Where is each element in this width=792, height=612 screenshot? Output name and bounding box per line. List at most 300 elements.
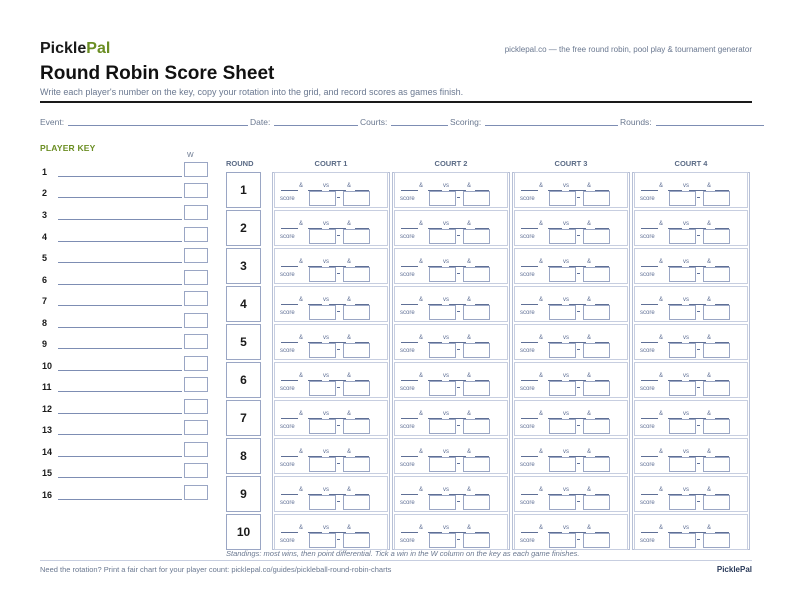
- score-box-team-a[interactable]: [309, 457, 336, 472]
- player-name-field[interactable]: [58, 499, 182, 500]
- ampersand-text: &: [587, 221, 592, 227]
- win-tally-box[interactable]: [184, 291, 208, 306]
- player-slot[interactable]: [401, 494, 418, 495]
- score-label: score: [400, 272, 415, 278]
- win-tally-box[interactable]: [184, 442, 208, 457]
- meta-field-date[interactable]: [274, 125, 358, 126]
- score-box-team-b[interactable]: [463, 495, 490, 510]
- player-name-field[interactable]: [58, 176, 182, 177]
- score-box-team-a[interactable]: [429, 495, 456, 510]
- ampersand-text: &: [467, 297, 472, 303]
- court-header: COURT 2: [434, 159, 468, 168]
- ampersand-text: &: [419, 373, 424, 379]
- player-slot[interactable]: [641, 418, 658, 419]
- ampersand-text: &: [347, 335, 352, 341]
- score-box-team-b[interactable]: [583, 419, 610, 434]
- score-box-team-b[interactable]: [583, 457, 610, 472]
- player-number: 13: [42, 425, 53, 435]
- score-label: score: [520, 386, 535, 392]
- score-box-team-b[interactable]: [463, 229, 490, 244]
- vs-text: vs: [443, 373, 449, 379]
- ampersand-text: &: [419, 259, 424, 265]
- vs-text: vs: [683, 297, 689, 303]
- match-cell: [514, 172, 628, 208]
- player-slot[interactable]: [281, 304, 298, 305]
- score-dash: [457, 235, 460, 236]
- player-slot[interactable]: [401, 342, 418, 343]
- score-dash: [577, 235, 580, 236]
- player-name-field[interactable]: [58, 219, 182, 220]
- ampersand-text: &: [467, 411, 472, 417]
- score-box-team-b[interactable]: [583, 191, 610, 206]
- score-box-team-a[interactable]: [309, 267, 336, 282]
- score-box-team-b[interactable]: [703, 495, 730, 510]
- score-box-team-b[interactable]: [703, 267, 730, 282]
- match-cell: [394, 324, 508, 360]
- match-cell: [634, 400, 748, 436]
- player-name-field[interactable]: [58, 197, 182, 198]
- player-slot[interactable]: [401, 266, 418, 267]
- vs-text: vs: [683, 487, 689, 493]
- score-box-team-b[interactable]: [343, 305, 370, 320]
- score-box-team-a[interactable]: [549, 343, 576, 358]
- score-box-team-b[interactable]: [703, 229, 730, 244]
- ampersand-text: &: [659, 487, 664, 493]
- match-cell: [274, 362, 388, 398]
- ampersand-text: &: [299, 297, 304, 303]
- ampersand-text: &: [539, 487, 544, 493]
- court-header: COURT 4: [674, 159, 708, 168]
- score-box-team-a[interactable]: [309, 305, 336, 320]
- vs-text: vs: [323, 525, 329, 531]
- match-cell: [634, 324, 748, 360]
- match-cell: [274, 172, 388, 208]
- player-number: 14: [42, 447, 53, 457]
- score-box-team-a[interactable]: [549, 495, 576, 510]
- score-box-team-a[interactable]: [549, 305, 576, 320]
- vs-text: vs: [683, 335, 689, 341]
- win-tally-box[interactable]: [184, 313, 208, 328]
- score-box-team-a[interactable]: [309, 191, 336, 206]
- player-slot[interactable]: [281, 266, 298, 267]
- meta-field-courts[interactable]: [391, 125, 448, 126]
- player-slot[interactable]: [521, 190, 538, 191]
- score-box-team-a[interactable]: [429, 267, 456, 282]
- player-slot[interactable]: [521, 304, 538, 305]
- player-slot[interactable]: [641, 456, 658, 457]
- score-box-team-a[interactable]: [429, 419, 456, 434]
- player-key-row: [40, 183, 210, 203]
- score-dash: [697, 539, 700, 540]
- match-cell: [514, 210, 628, 246]
- ampersand-text: &: [347, 183, 352, 189]
- vs-text: vs: [563, 259, 569, 265]
- player-number: 4: [42, 232, 48, 242]
- score-box-team-b[interactable]: [703, 191, 730, 206]
- win-tally-box[interactable]: [184, 162, 208, 177]
- player-slot[interactable]: [641, 228, 658, 229]
- vs-text: vs: [443, 411, 449, 417]
- player-key-row: [40, 442, 210, 462]
- meta-field-event[interactable]: [68, 125, 248, 126]
- ampersand-text: &: [707, 335, 712, 341]
- score-box-team-b[interactable]: [583, 495, 610, 510]
- score-box-team-a[interactable]: [429, 381, 456, 396]
- vs-text: vs: [443, 487, 449, 493]
- player-slot[interactable]: [401, 228, 418, 229]
- score-box-team-b[interactable]: [703, 457, 730, 472]
- player-name-field[interactable]: [58, 348, 182, 349]
- score-box-team-a[interactable]: [669, 229, 696, 244]
- match-cell: [634, 286, 748, 322]
- win-tally-box[interactable]: [184, 334, 208, 349]
- ampersand-text: &: [539, 183, 544, 189]
- match-cell: [394, 210, 508, 246]
- score-box-team-b[interactable]: [703, 533, 730, 548]
- ampersand-text: &: [299, 373, 304, 379]
- score-dash: [337, 197, 340, 198]
- player-number: 12: [42, 404, 53, 414]
- meta-label-rounds: Rounds:: [620, 117, 652, 127]
- ampersand-text: &: [539, 221, 544, 227]
- player-number: 10: [42, 361, 53, 371]
- player-slot[interactable]: [641, 304, 658, 305]
- round-number: 8: [226, 438, 261, 474]
- score-label: score: [280, 424, 295, 430]
- score-label: score: [640, 462, 655, 468]
- win-tally-box[interactable]: [184, 485, 208, 500]
- vs-text: vs: [443, 221, 449, 227]
- ampersand-text: &: [347, 221, 352, 227]
- player-number: 5: [42, 253, 48, 263]
- ampersand-text: &: [467, 221, 472, 227]
- score-box-team-a[interactable]: [309, 343, 336, 358]
- player-slot[interactable]: [401, 456, 418, 457]
- score-box-team-b[interactable]: [463, 381, 490, 396]
- score-box-team-a[interactable]: [549, 457, 576, 472]
- score-box-team-a[interactable]: [669, 495, 696, 510]
- score-box-team-a[interactable]: [549, 381, 576, 396]
- player-key-title: PLAYER KEY: [40, 143, 96, 153]
- score-box-team-b[interactable]: [343, 419, 370, 434]
- ampersand-text: &: [707, 259, 712, 265]
- score-box-team-b[interactable]: [703, 419, 730, 434]
- player-slot[interactable]: [641, 380, 658, 381]
- match-cell: [274, 210, 388, 246]
- ampersand-text: &: [659, 221, 664, 227]
- score-box-team-a[interactable]: [549, 419, 576, 434]
- score-dash: [577, 539, 580, 540]
- ampersand-text: &: [587, 259, 592, 265]
- vs-text: vs: [563, 221, 569, 227]
- score-dash: [457, 349, 460, 350]
- player-slot[interactable]: [401, 304, 418, 305]
- score-box-team-b[interactable]: [583, 305, 610, 320]
- score-label: score: [640, 272, 655, 278]
- player-name-field[interactable]: [58, 477, 182, 478]
- meta-field-scoring[interactable]: [485, 125, 618, 126]
- score-box-team-a[interactable]: [309, 533, 336, 548]
- score-box-team-a[interactable]: [669, 457, 696, 472]
- score-dash: [337, 425, 340, 426]
- player-name-field[interactable]: [58, 413, 182, 414]
- score-box-team-b[interactable]: [583, 381, 610, 396]
- vs-text: vs: [563, 183, 569, 189]
- ampersand-text: &: [467, 335, 472, 341]
- vs-text: vs: [563, 525, 569, 531]
- match-cell: [514, 438, 628, 474]
- player-number: 9: [42, 339, 48, 349]
- player-slot[interactable]: [281, 190, 298, 191]
- ampersand-text: &: [347, 259, 352, 265]
- win-tally-box[interactable]: [184, 270, 208, 285]
- score-label: score: [400, 196, 415, 202]
- ampersand-text: &: [659, 373, 664, 379]
- vs-text: vs: [323, 335, 329, 341]
- ampersand-text: &: [347, 525, 352, 531]
- player-name-field[interactable]: [58, 370, 182, 371]
- score-label: score: [400, 538, 415, 544]
- ampersand-text: &: [299, 335, 304, 341]
- player-slot[interactable]: [641, 342, 658, 343]
- score-box-team-a[interactable]: [669, 191, 696, 206]
- ampersand-text: &: [659, 525, 664, 531]
- score-label: score: [520, 424, 535, 430]
- score-box-team-a[interactable]: [669, 419, 696, 434]
- match-cell: [634, 248, 748, 284]
- score-box-team-a[interactable]: [309, 381, 336, 396]
- meta-label-courts: Courts:: [360, 117, 388, 127]
- score-box-team-b[interactable]: [703, 305, 730, 320]
- score-box-team-b[interactable]: [583, 343, 610, 358]
- player-key-row: [40, 205, 210, 225]
- score-label: score: [400, 310, 415, 316]
- ampersand-text: &: [707, 373, 712, 379]
- player-name-field[interactable]: [58, 284, 182, 285]
- score-box-team-a[interactable]: [549, 267, 576, 282]
- player-name-field[interactable]: [58, 241, 182, 242]
- player-slot[interactable]: [641, 266, 658, 267]
- score-label: score: [280, 272, 295, 278]
- player-slot[interactable]: [281, 456, 298, 457]
- score-box-team-b[interactable]: [343, 267, 370, 282]
- match-cell: [274, 514, 388, 550]
- ampersand-text: &: [347, 297, 352, 303]
- win-tally-box[interactable]: [184, 205, 208, 220]
- player-slot[interactable]: [521, 342, 538, 343]
- vs-text: vs: [443, 297, 449, 303]
- score-box-team-a[interactable]: [429, 191, 456, 206]
- score-box-team-b[interactable]: [583, 533, 610, 548]
- score-box-team-a[interactable]: [549, 191, 576, 206]
- player-slot[interactable]: [281, 342, 298, 343]
- score-label: score: [400, 234, 415, 240]
- player-name-field[interactable]: [58, 434, 182, 435]
- player-key-row: [40, 270, 210, 290]
- match-cell: [274, 286, 388, 322]
- round-number: 9: [226, 476, 261, 512]
- score-label: score: [400, 500, 415, 506]
- score-dash: [697, 273, 700, 274]
- player-slot[interactable]: [641, 532, 658, 533]
- ampersand-text: &: [467, 525, 472, 531]
- win-tally-box[interactable]: [184, 377, 208, 392]
- player-number: 8: [42, 318, 48, 328]
- score-box-team-b[interactable]: [343, 495, 370, 510]
- player-slot[interactable]: [281, 532, 298, 533]
- player-slot[interactable]: [521, 266, 538, 267]
- ampersand-text: &: [707, 221, 712, 227]
- ampersand-text: &: [347, 449, 352, 455]
- score-box-team-b[interactable]: [463, 343, 490, 358]
- score-box-team-a[interactable]: [669, 381, 696, 396]
- score-box-team-a[interactable]: [429, 305, 456, 320]
- score-box-team-b[interactable]: [343, 343, 370, 358]
- score-box-team-b[interactable]: [343, 533, 370, 548]
- score-dash: [697, 425, 700, 426]
- player-name-field[interactable]: [58, 305, 182, 306]
- score-box-team-b[interactable]: [703, 343, 730, 358]
- vs-text: vs: [443, 259, 449, 265]
- score-label: score: [520, 272, 535, 278]
- match-cell: [394, 362, 508, 398]
- score-label: score: [280, 310, 295, 316]
- score-box-team-b[interactable]: [463, 533, 490, 548]
- score-label: score: [280, 386, 295, 392]
- brand-name-part1: Pickle: [40, 40, 87, 57]
- meta-field-rounds[interactable]: [656, 125, 764, 126]
- player-key-row: [40, 463, 210, 483]
- score-box-team-a[interactable]: [549, 229, 576, 244]
- footer-note: Need the rotation? Print a fair chart for your player count: picklepal.co/guides/pickleball-round-robin-charts: [40, 565, 392, 574]
- vs-text: vs: [443, 335, 449, 341]
- player-name-field[interactable]: [58, 391, 182, 392]
- player-name-field[interactable]: [58, 262, 182, 263]
- player-name-field[interactable]: [58, 327, 182, 328]
- win-tally-box[interactable]: [184, 463, 208, 478]
- match-cell: [634, 210, 748, 246]
- player-number: 15: [42, 468, 53, 478]
- match-cell: [634, 476, 748, 512]
- win-tally-box[interactable]: [184, 183, 208, 198]
- round-number: 1: [226, 172, 261, 208]
- match-cell: [514, 324, 628, 360]
- player-slot[interactable]: [521, 456, 538, 457]
- score-dash: [337, 349, 340, 350]
- win-tally-box[interactable]: [184, 248, 208, 263]
- score-box-team-b[interactable]: [583, 229, 610, 244]
- player-slot[interactable]: [401, 380, 418, 381]
- score-box-team-a[interactable]: [429, 533, 456, 548]
- score-box-team-b[interactable]: [343, 381, 370, 396]
- score-box-team-a[interactable]: [429, 229, 456, 244]
- score-box-team-b[interactable]: [343, 229, 370, 244]
- score-box-team-a[interactable]: [309, 229, 336, 244]
- win-tally-box[interactable]: [184, 356, 208, 371]
- player-slot[interactable]: [521, 418, 538, 419]
- score-box-team-a[interactable]: [669, 343, 696, 358]
- ampersand-text: &: [347, 373, 352, 379]
- score-box-team-b[interactable]: [343, 191, 370, 206]
- score-dash: [577, 425, 580, 426]
- score-box-team-b[interactable]: [463, 305, 490, 320]
- match-cell: [394, 248, 508, 284]
- score-box-team-b[interactable]: [463, 419, 490, 434]
- score-box-team-a[interactable]: [549, 533, 576, 548]
- score-box-team-b[interactable]: [463, 191, 490, 206]
- round-number: 2: [226, 210, 261, 246]
- player-number: 16: [42, 490, 53, 500]
- score-label: score: [520, 538, 535, 544]
- player-slot[interactable]: [521, 228, 538, 229]
- ampersand-text: &: [299, 449, 304, 455]
- score-box-team-a[interactable]: [429, 343, 456, 358]
- vs-text: vs: [443, 525, 449, 531]
- score-box-team-b[interactable]: [463, 457, 490, 472]
- score-box-team-b[interactable]: [703, 381, 730, 396]
- win-tally-box[interactable]: [184, 227, 208, 242]
- player-slot[interactable]: [521, 532, 538, 533]
- player-slot[interactable]: [521, 380, 538, 381]
- player-slot[interactable]: [641, 494, 658, 495]
- score-box-team-b[interactable]: [463, 267, 490, 282]
- player-slot[interactable]: [281, 418, 298, 419]
- player-slot[interactable]: [281, 380, 298, 381]
- round-number: 10: [226, 514, 261, 550]
- player-slot[interactable]: [401, 190, 418, 191]
- score-dash: [697, 311, 700, 312]
- player-slot[interactable]: [641, 190, 658, 191]
- vs-text: vs: [683, 449, 689, 455]
- player-name-field[interactable]: [58, 456, 182, 457]
- player-slot[interactable]: [401, 418, 418, 419]
- ampersand-text: &: [587, 335, 592, 341]
- player-key-row: [40, 485, 210, 505]
- score-box-team-a[interactable]: [669, 533, 696, 548]
- ampersand-text: &: [587, 449, 592, 455]
- match-cell: [634, 172, 748, 208]
- player-slot[interactable]: [401, 532, 418, 533]
- player-slot[interactable]: [281, 228, 298, 229]
- ampersand-text: &: [539, 297, 544, 303]
- score-box-team-a[interactable]: [429, 457, 456, 472]
- win-tally-box[interactable]: [184, 399, 208, 414]
- vs-text: vs: [683, 183, 689, 189]
- score-dash: [577, 349, 580, 350]
- score-dash: [337, 539, 340, 540]
- score-box-team-b[interactable]: [583, 267, 610, 282]
- score-box-team-a[interactable]: [309, 495, 336, 510]
- round-number: 3: [226, 248, 261, 284]
- ampersand-text: &: [659, 183, 664, 189]
- match-cell: [514, 362, 628, 398]
- vs-text: vs: [563, 297, 569, 303]
- score-box-team-a[interactable]: [669, 267, 696, 282]
- win-tally-box[interactable]: [184, 420, 208, 435]
- score-box-team-a[interactable]: [309, 419, 336, 434]
- score-box-team-a[interactable]: [669, 305, 696, 320]
- score-label: score: [520, 348, 535, 354]
- meta-label-scoring: Scoring:: [450, 117, 482, 127]
- score-dash: [697, 501, 700, 502]
- player-slot[interactable]: [281, 494, 298, 495]
- score-dash: [337, 387, 340, 388]
- player-slot[interactable]: [521, 494, 538, 495]
- vs-text: vs: [683, 373, 689, 379]
- vs-text: vs: [683, 411, 689, 417]
- score-dash: [577, 387, 580, 388]
- score-box-team-b[interactable]: [343, 457, 370, 472]
